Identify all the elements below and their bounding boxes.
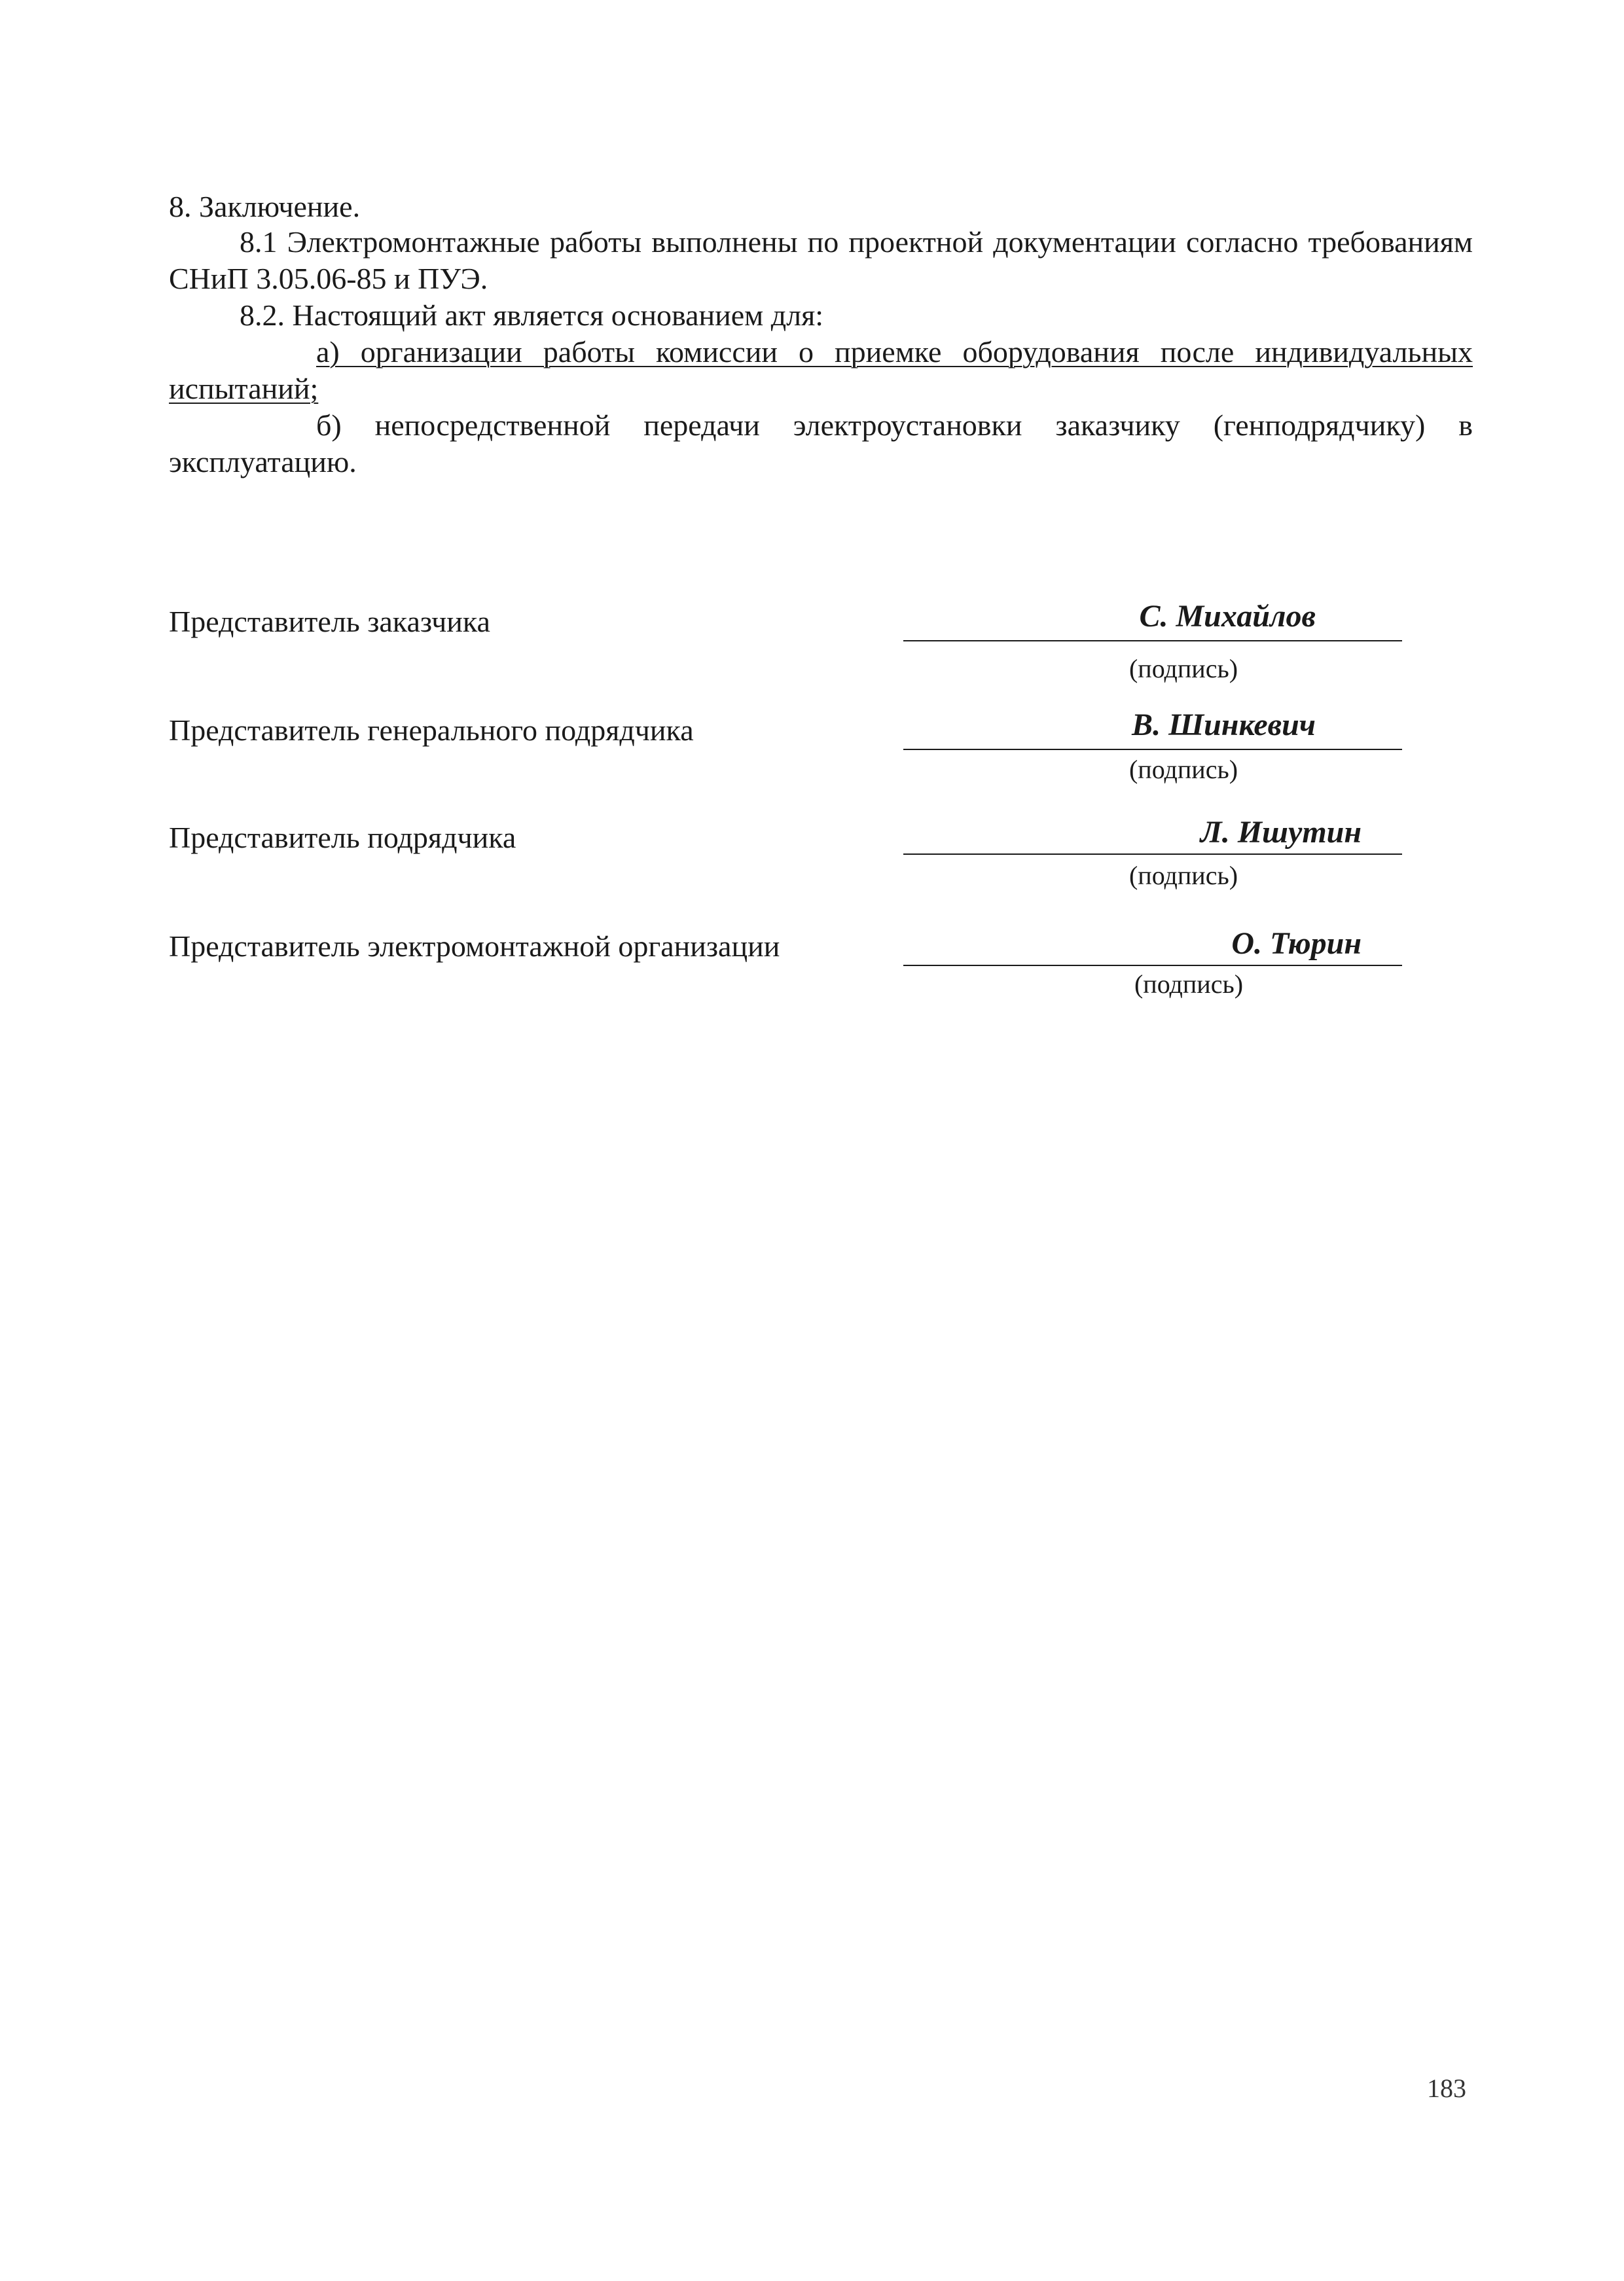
signature-line	[903, 815, 1402, 855]
signature-row-electrical-organization	[169, 928, 1473, 1000]
paragraph-8-1: 8.1 Электромонтажные работы выполнены по проектной документации согласно требованиям СНиП 3.05.06-85 и ПУЭ.	[169, 225, 1473, 295]
page-number: 183	[1427, 2074, 1466, 2103]
signatory-name: Л. Ишутин	[1200, 815, 1362, 850]
paragraph-8-2: 8.2. Настоящий акт является основанием для:	[240, 298, 824, 332]
signature-line	[903, 708, 1402, 750]
signatory-name: В. Шинкевич	[1132, 708, 1316, 742]
list-item-a	[169, 334, 1473, 407]
signature-row-contractor	[169, 815, 1473, 891]
signature-caption: (подпись)	[1128, 755, 1238, 784]
signature-caption: (подпись)	[1134, 969, 1244, 999]
signature-line	[903, 599, 1402, 641]
signature-row-general-contractor	[169, 708, 1473, 784]
section-heading: 8. Заключение.	[169, 190, 361, 223]
signature-row-customer	[169, 599, 1473, 683]
signature-label: Представитель генерального подрядчика	[169, 713, 694, 747]
list-item-a-text: а) организации работы комиссии о приемке оборудования после индивидуальных испытаний;	[169, 335, 1473, 405]
signature-caption: (подпись)	[1128, 654, 1238, 683]
signature-label: Представитель электромонтажной организации	[169, 929, 780, 963]
signatory-name: О. Тюрин	[1231, 926, 1362, 961]
signatory-name: С. Михайлов	[1139, 599, 1316, 634]
signature-label: Представитель подрядчика	[169, 821, 516, 854]
signature-label: Представитель заказчика	[169, 605, 490, 638]
signature-line	[903, 926, 1402, 966]
signature-caption: (подпись)	[1128, 861, 1238, 890]
list-item-b: б) непосредственной передачи электроустановки заказчику (генподрядчику) в эксплуатацию.	[169, 408, 1473, 478]
